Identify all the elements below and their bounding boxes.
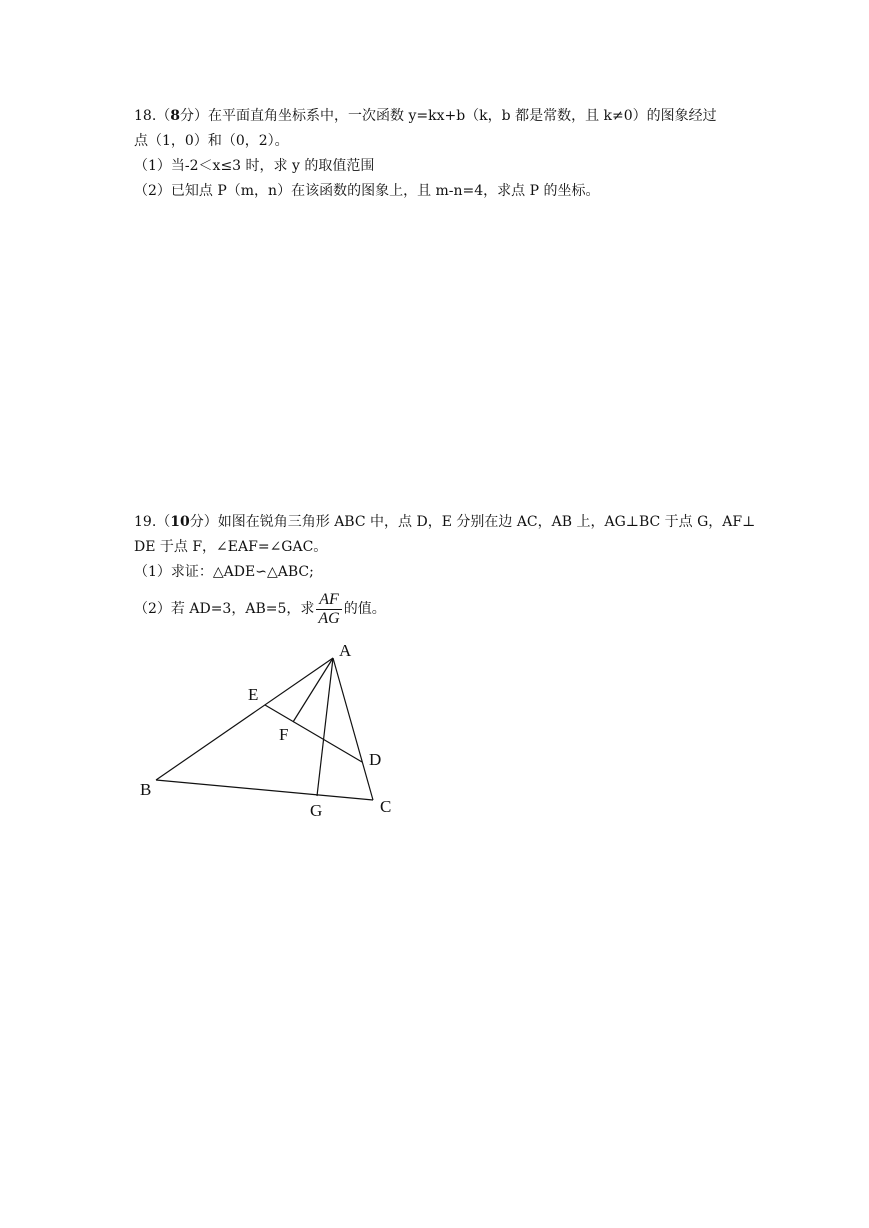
label-f: F bbox=[279, 725, 289, 744]
q18-number: 18. bbox=[134, 108, 157, 124]
q19-number: 19. bbox=[134, 514, 157, 530]
segment-ab bbox=[156, 658, 333, 780]
q19-part1: （1）求证：△ADE∽△ABC; bbox=[134, 564, 314, 580]
q18-score-unit: 分） bbox=[180, 108, 209, 124]
label-c: C bbox=[380, 797, 392, 816]
label-d: D bbox=[369, 750, 382, 769]
q19-score-unit: 分） bbox=[189, 514, 218, 530]
q19-part2-prefix: （2）若 AD=3，AB=5，求 bbox=[134, 601, 315, 617]
fraction-numerator: AF bbox=[316, 591, 341, 610]
label-e: E bbox=[248, 685, 259, 704]
q18-stem-line1 bbox=[134, 106, 717, 126]
q19-score: 10 bbox=[170, 514, 190, 530]
q18-score: 8 bbox=[170, 108, 181, 124]
q18-stem-line2: 点（1，0）和（0，2）。 bbox=[134, 133, 289, 149]
q19-stem-text1: 如图在锐角三角形 ABC 中，点 D，E 分别在边 AC，AB 上，AG⊥BC 于点 G，AF⊥ bbox=[217, 514, 756, 530]
q19-part2 bbox=[134, 590, 386, 628]
triangle-figure bbox=[134, 638, 404, 820]
segment-bc bbox=[156, 780, 373, 800]
fraction-af-ag bbox=[316, 591, 341, 628]
q19-score-open: （ bbox=[156, 514, 171, 530]
q18-part2: （2）已知点 P（m，n）在该函数的图象上，且 m-n=4，求点 P 的坐标。 bbox=[134, 183, 600, 199]
q19-stem-line1 bbox=[134, 512, 755, 532]
label-g: G bbox=[310, 801, 323, 820]
label-a: A bbox=[339, 641, 352, 660]
fraction-denominator: AG bbox=[318, 609, 340, 627]
q18-score-open: （ bbox=[156, 108, 171, 124]
segment-ac bbox=[333, 658, 373, 800]
triangle-diagram bbox=[134, 638, 404, 820]
q19-part2-suffix: 的值。 bbox=[343, 601, 386, 617]
q19-stem-line2: DE 于点 F，∠EAF=∠GAC。 bbox=[134, 539, 328, 555]
label-b: B bbox=[140, 780, 152, 799]
q18-part1: （1）当-2＜x≤3 时，求 y 的取值范围 bbox=[134, 158, 375, 174]
q18-stem-text1: 在平面直角坐标系中，一次函数 y=kx+b（k，b 都是常数，且 k≠0）的图象经过 bbox=[208, 108, 717, 124]
